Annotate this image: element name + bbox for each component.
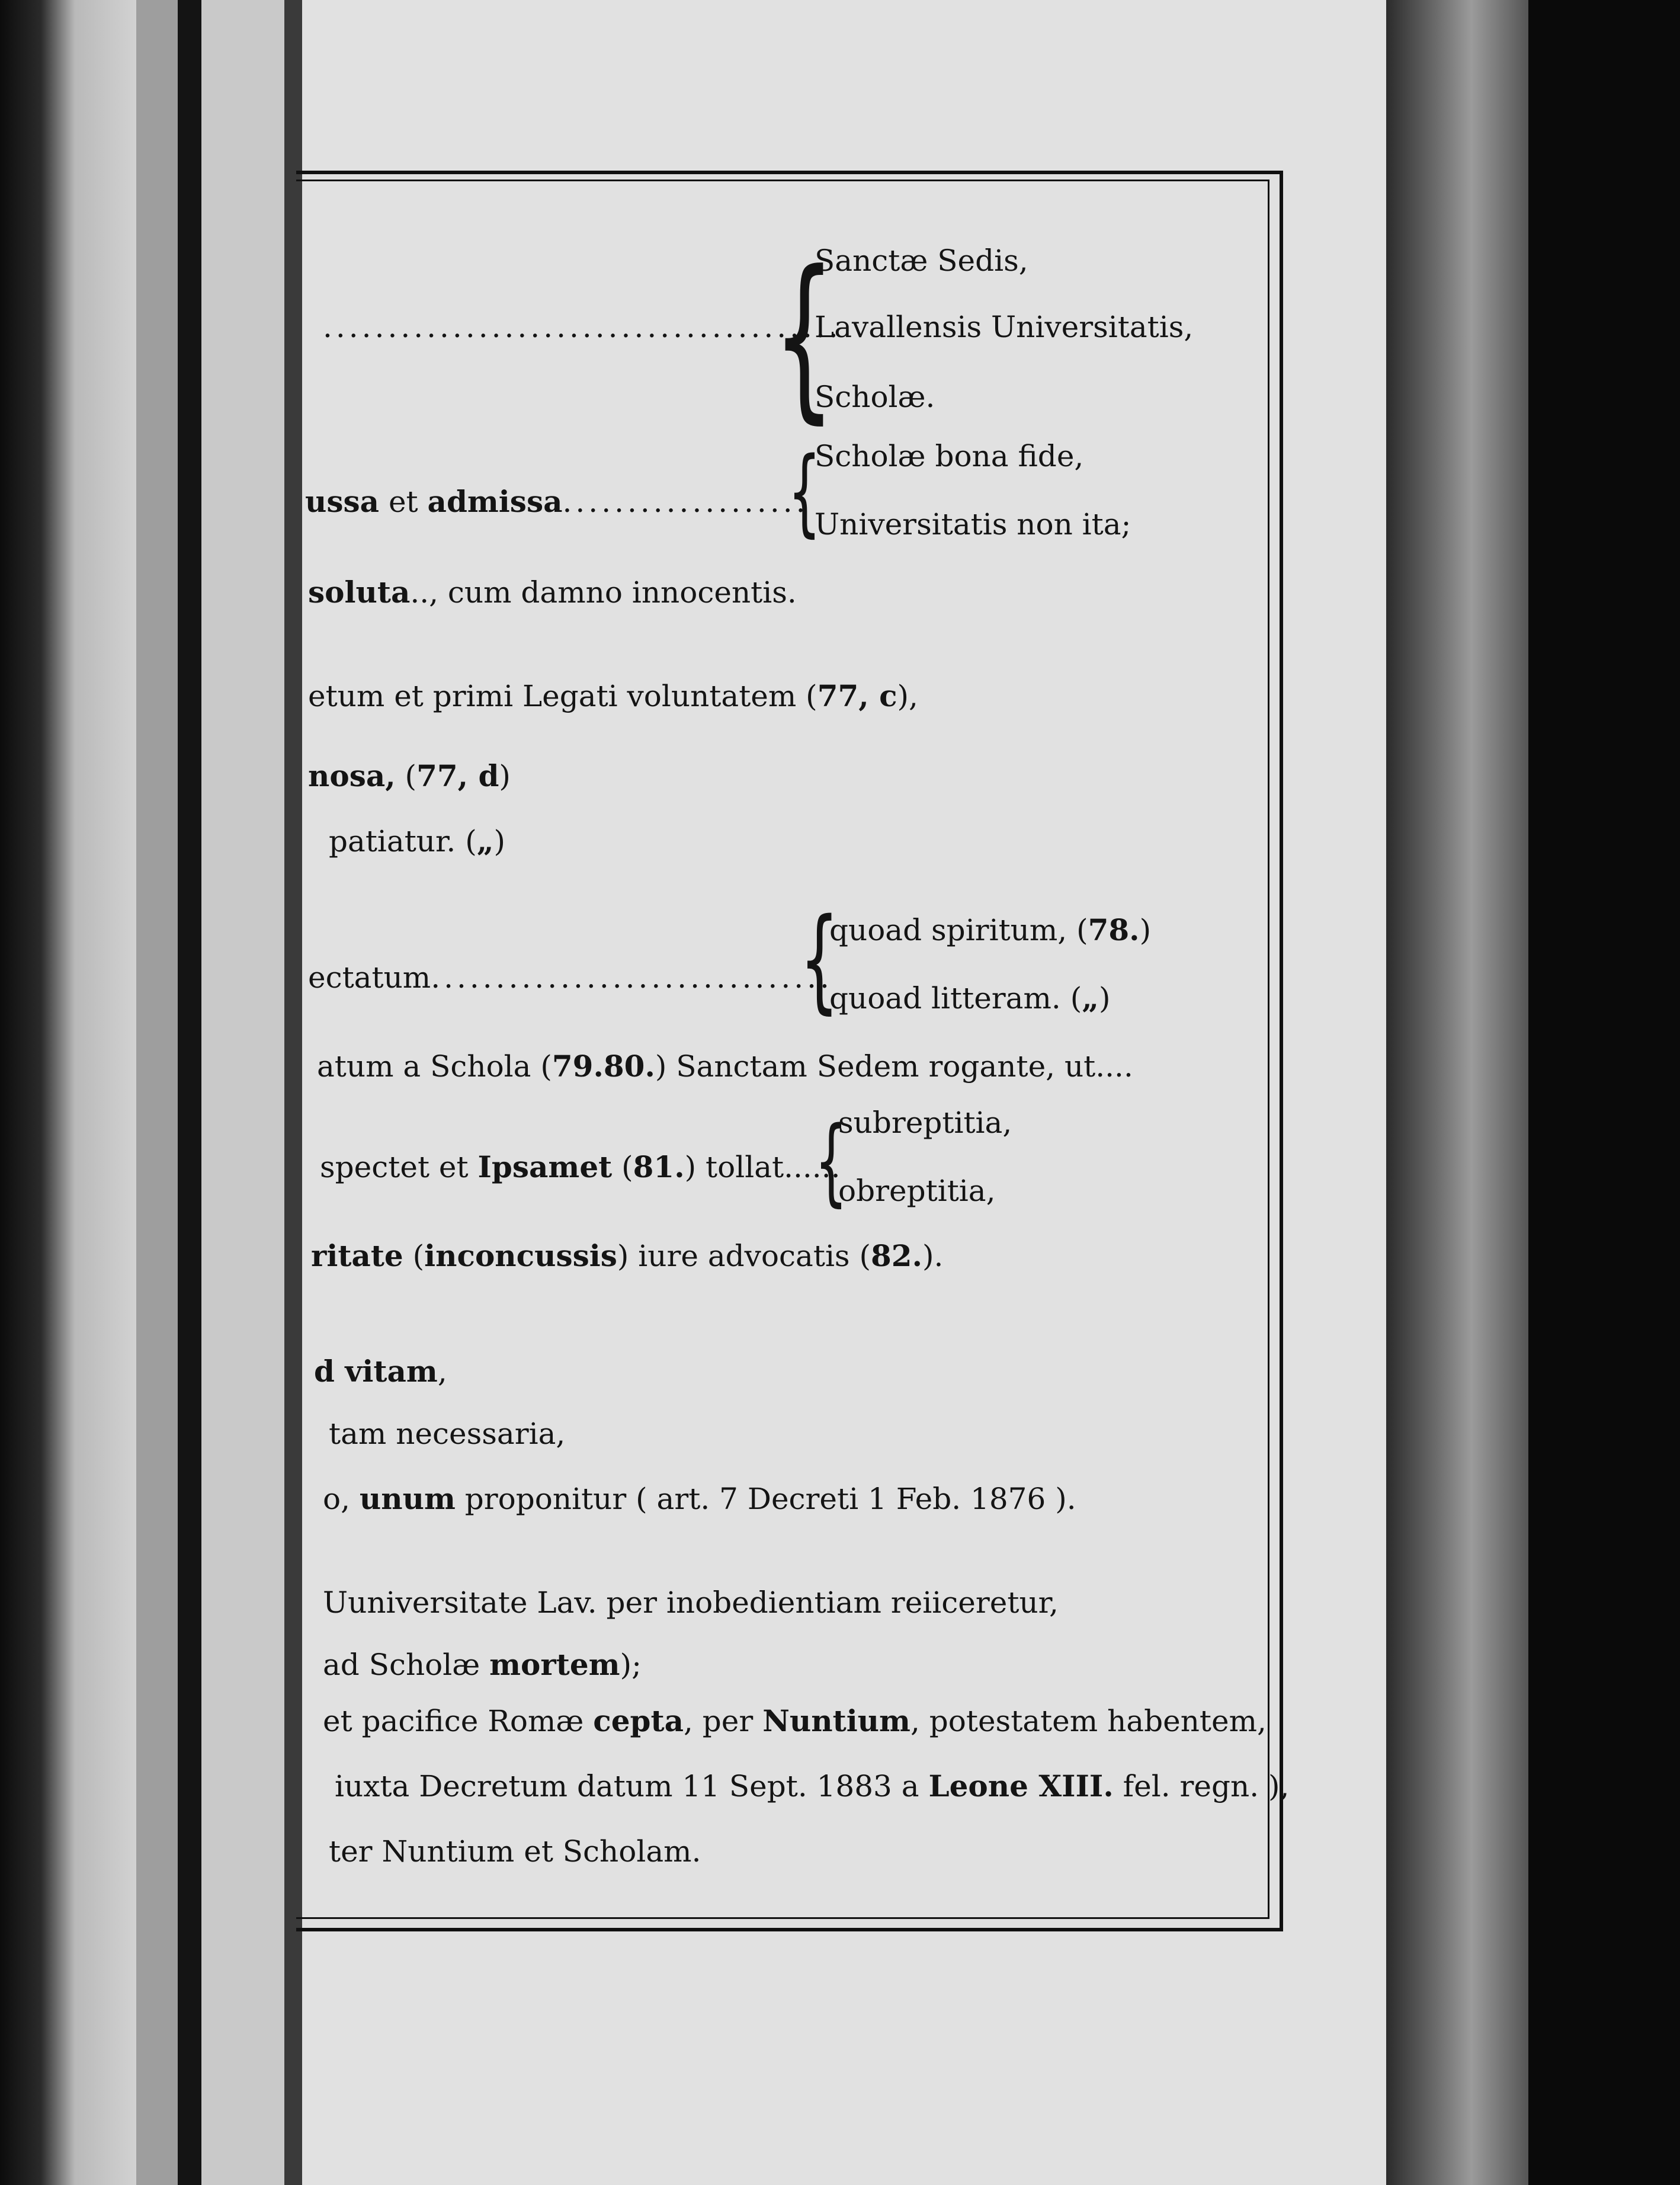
line-6-text: .., cum damno innocentis. bbox=[410, 575, 797, 610]
text-line-7 bbox=[308, 678, 918, 713]
line-12-close: ) bbox=[1098, 981, 1111, 1015]
bold-inconcussis: inconcussis bbox=[424, 1238, 617, 1273]
bold-soluta: soluta bbox=[308, 575, 411, 610]
line-19-text: tam necessaria, bbox=[329, 1417, 566, 1451]
line-21-text: Uuniversitate Lav. per inobedientiam reiiceretur, bbox=[323, 1585, 1059, 1620]
text-line-17 bbox=[311, 1238, 944, 1273]
line-14-text: subreptitia, bbox=[838, 1106, 1012, 1140]
line-16-text: obreptitia, bbox=[838, 1174, 996, 1208]
line-17-text: ) iure advocatis ( bbox=[617, 1239, 871, 1273]
brace-quoad: { bbox=[800, 894, 839, 1025]
text-line-9 bbox=[329, 826, 505, 856]
bold-admissa: admissa bbox=[427, 484, 563, 519]
text-line-2b bbox=[815, 312, 1193, 342]
line-8-close: ) bbox=[499, 759, 511, 793]
line-13-text: atum a Schola ( bbox=[317, 1049, 552, 1084]
line-2-text: Lavallensis Universitatis, bbox=[815, 310, 1194, 344]
line-22-close: ); bbox=[620, 1648, 642, 1682]
bold-nuntium: Nuntium bbox=[762, 1703, 910, 1738]
brace-reptitia: { bbox=[815, 1106, 848, 1216]
bold-ritate: ritate bbox=[311, 1238, 403, 1273]
ditto-mark: „ bbox=[1082, 981, 1099, 1015]
line-8-open: ( bbox=[395, 759, 417, 793]
line-12-text: quoad litteram. ( bbox=[829, 981, 1082, 1015]
text-line-19 bbox=[329, 1419, 565, 1449]
text-line-13 bbox=[317, 1049, 1133, 1084]
text-line-12 bbox=[829, 983, 1110, 1013]
line-9-text: patiatur. ( bbox=[329, 824, 477, 858]
leader-dots: ................... bbox=[562, 485, 809, 519]
bold-unum: unum bbox=[359, 1481, 456, 1516]
text-line-24 bbox=[335, 1768, 1290, 1803]
text-line-4 bbox=[815, 441, 1083, 471]
bold-cepta: cepta bbox=[593, 1703, 684, 1738]
text-line-16 bbox=[838, 1176, 995, 1206]
line-10-text: quoad spiritum, ( bbox=[829, 913, 1088, 947]
text-line-20 bbox=[323, 1481, 1076, 1516]
leader-dots: ........................................ bbox=[323, 310, 842, 344]
brace-sancta-sedis: { bbox=[773, 233, 835, 440]
ditto-mark: „ bbox=[476, 824, 494, 858]
text-line-23 bbox=[323, 1703, 1267, 1738]
line-17-open: ( bbox=[403, 1239, 425, 1273]
text-line-6 bbox=[308, 575, 797, 610]
right-scan-edge bbox=[1528, 0, 1680, 2185]
line-17-close: ). bbox=[922, 1239, 944, 1273]
text-line-10 bbox=[829, 912, 1152, 947]
line-7-close: ), bbox=[897, 679, 918, 713]
text-line-5b bbox=[815, 507, 1131, 542]
line-10-close: ) bbox=[1139, 913, 1152, 947]
line-18-comma: , bbox=[437, 1354, 447, 1389]
ref-82: 82. bbox=[871, 1238, 922, 1273]
text-line-5 bbox=[305, 484, 809, 519]
leader-dots: ............................... bbox=[431, 960, 833, 995]
text-line-22 bbox=[323, 1647, 642, 1682]
ref-79-80: 79.80. bbox=[552, 1049, 655, 1084]
text-line-14 bbox=[838, 1108, 1012, 1138]
text-line-18 bbox=[314, 1354, 447, 1389]
right-page-edge bbox=[1386, 0, 1528, 2185]
line-13-rest: ) Sanctam Sedem rogante, ut.... bbox=[655, 1049, 1133, 1084]
text-line-1 bbox=[815, 244, 1028, 278]
binding-strip bbox=[201, 0, 290, 2185]
line-9-close: ) bbox=[493, 824, 505, 858]
bold-mortem: mortem bbox=[489, 1647, 620, 1682]
line-15-text: spectet et bbox=[320, 1150, 478, 1184]
line-1-text: Sanctæ Sedis, bbox=[815, 244, 1028, 278]
bold-nosa: nosa, bbox=[308, 758, 396, 793]
line-23-rest: , potestatem habentem, bbox=[910, 1704, 1267, 1738]
line-23-text: et pacifice Romæ bbox=[323, 1704, 594, 1738]
ref-77c: 77, c bbox=[817, 678, 897, 713]
text-line-2 bbox=[323, 312, 842, 342]
ref-77d: 77, d bbox=[416, 758, 499, 793]
bold-leone: Leone XIII. bbox=[928, 1768, 1114, 1803]
text-line-25 bbox=[329, 1834, 701, 1869]
line-25-text: ter Nuntium et Scholam. bbox=[329, 1834, 701, 1869]
line-5-connector: et bbox=[379, 485, 428, 519]
line-24-rest: fel. regn. ), bbox=[1113, 1769, 1290, 1803]
ref-78: 78. bbox=[1088, 912, 1140, 947]
line-11-text: ectatum bbox=[308, 960, 431, 995]
line-24-text: iuxta Decretum datum 11 Sept. 1883 a bbox=[335, 1769, 929, 1803]
line-23-per: , per bbox=[684, 1704, 763, 1738]
bold-ussa: ussa bbox=[305, 484, 380, 519]
left-edge-scan bbox=[0, 0, 136, 2185]
line-7-text: etum et primi Legati voluntatem ( bbox=[308, 679, 817, 713]
line-22-text: ad Scholæ bbox=[323, 1648, 490, 1682]
brace-scholae: { bbox=[788, 436, 821, 547]
bold-vitam: d vitam bbox=[314, 1354, 438, 1389]
line-15-rest: ) tollat...... bbox=[684, 1150, 841, 1184]
line-5-text: Universitatis non ita; bbox=[815, 507, 1131, 542]
line-20-text: proponitur ( art. 7 Decreti 1 Feb. 1876 ). bbox=[455, 1482, 1076, 1516]
line-20-start: o, bbox=[323, 1482, 360, 1516]
text-line-21 bbox=[323, 1585, 1059, 1620]
text-line-8 bbox=[308, 758, 511, 793]
dark-fold-line bbox=[178, 0, 201, 2185]
text-line-11 bbox=[308, 960, 833, 995]
ref-81: 81. bbox=[633, 1149, 685, 1184]
text-line-3 bbox=[815, 382, 935, 412]
bold-ipsamet: Ipsamet bbox=[477, 1149, 613, 1184]
line-15-open: ( bbox=[612, 1150, 633, 1184]
line-4-text: Scholæ bona fide, bbox=[815, 439, 1084, 473]
line-3-text: Scholæ. bbox=[815, 380, 935, 414]
text-line-15 bbox=[320, 1149, 841, 1184]
